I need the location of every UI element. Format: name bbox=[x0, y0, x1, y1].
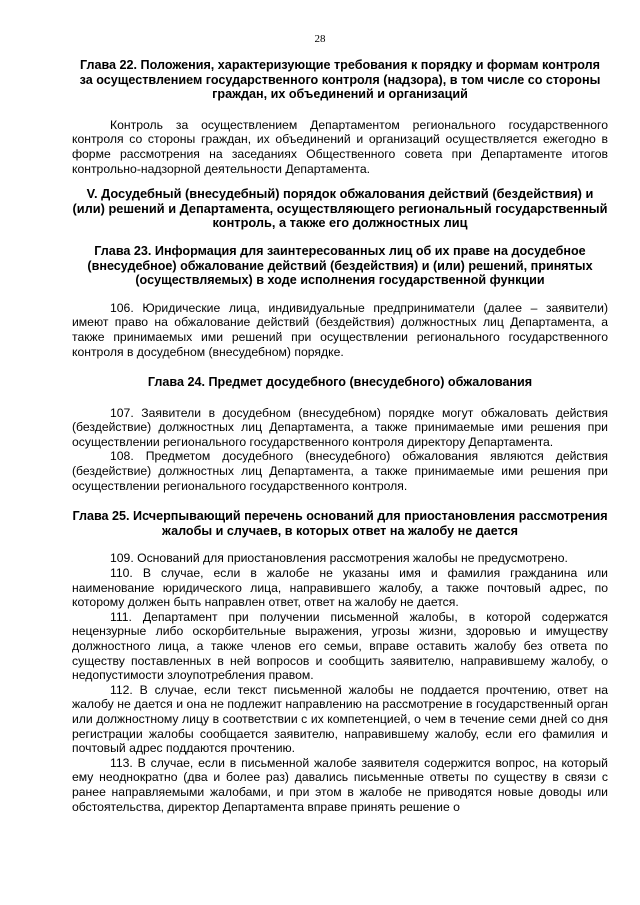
chapter-22-heading: Глава 22. Положения, характеризующие требования к порядку и формам контроля за осуществлением государственного контроля (надзора), в том числе со стороны граждан, их объединений и организаций bbox=[79, 58, 601, 102]
paragraph-107: 107. Заявители в досудебном (внесудебном) порядке могут обжаловать действия (бездействие) должностных лиц Департамента, а также принимаемые ими решения при осуществлении регионального государственного контроля директору Департамента. bbox=[72, 405, 608, 449]
page-number: 28 bbox=[314, 33, 326, 45]
chapter-25-heading: Глава 25. Исчерпывающий перечень оснований для приостановления рассмотрения жалобы и случаев, в которых ответ на жалобу не дается bbox=[72, 509, 608, 538]
paragraph-112: 112. В случае, если текст письменной жалобы не поддается прочтению, ответ на жалобу не дается и она не подлежит направлению на рассмотрение в государственный орган или должностному лицу в соответствии с их компетенцией, о чем в течение семи дней со дня регистрации жалобы сообщается заявителю, направившему жалобу, если его фамилия и почтовый адрес поддаются прочтению. bbox=[72, 682, 608, 756]
paragraph-113: 113. В случае, если в письменной жалобе заявителя содержится вопрос, на который ему неоднократно (два и более раз) давались письменные ответы по существу в связи с ранее направляемыми жалобами, и при этом в жалобе не приводятся новые доводы или обстоятельства, директор Департамента вправе принять решение о bbox=[72, 755, 608, 814]
paragraph-111: 111. Департамент при получении письменной жалобы, в которой содержатся нецензурные либо оскорбительные выражения, угрозы жизни, здоровью и имуществу должностного лица, а также членов его семьи, вправе оставить жалобу без ответа по существу поставленных в ней вопросов и сообщить заявителю, направившему жалобу, о недопустимости злоупотребления правом. bbox=[72, 609, 608, 683]
chapter-23-heading: Глава 23. Информация для заинтересованных лиц об их праве на досудебное (внесудебное) обжалование действий (бездействия) и (или) решений, принятых (осуществляемых) в ходе исполнения государственной функции bbox=[87, 243, 593, 288]
paragraph-110: 110. В случае, если в жалобе не указаны имя и фамилия гражданина или наименование юридического лица, направившего жалобу, а также почтовый адрес, по которому должен быть направлен ответ, ответ на жалобу не дается. bbox=[72, 566, 608, 610]
chapter-22-paragraph: Контроль за осуществлением Департаментом регионального государственного контроля со стороны граждан, их объединений и организаций осуществляется ежегодно в форме рассмотрения на заседаниях Общественного совета при Департаменте итогов контрольно-надзорной деятельности Департамента. bbox=[72, 117, 608, 176]
paragraph-109: 109. Оснований для приостановления рассмотрения жалобы не предусмотрено. bbox=[110, 551, 568, 566]
paragraph-108: 108. Предметом досудебного (внесудебного) обжалования являются действия (бездействие) должностных лиц Департамента, а также принимаемые ими решения при осуществлении регионального государственного контроля. bbox=[72, 449, 608, 493]
section-v-heading: V. Досудебный (внесудебный) порядок обжалования действий (бездействия) и (или) решений и Департамента, осуществляющего региональный государственный контроль, а также его должностных лиц bbox=[72, 186, 608, 231]
document-body bbox=[72, 58, 608, 814]
paragraph-106: 106. Юридические лица, индивидуальные предприниматели (далее – заявители) имеют право на обжалование действий (бездействия) должностных лиц Департамента, а также принимаемых ими решений при осуществлении регионального государственного контроля в досудебном (внесудебном) порядке. bbox=[72, 300, 608, 359]
chapter-24-heading: Глава 24. Предмет досудебного (внесудебного) обжалования bbox=[147, 375, 533, 390]
